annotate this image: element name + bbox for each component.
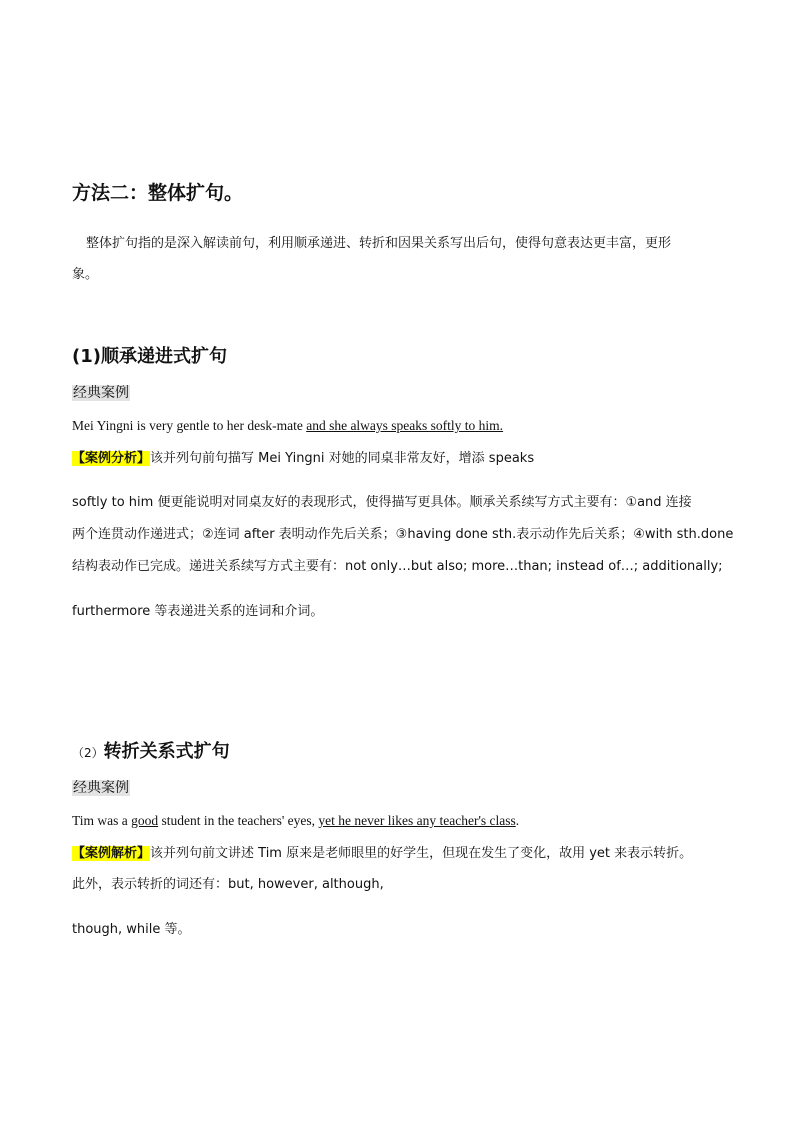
section2-title: 转折关系式扩句 (103, 741, 230, 762)
example2-part-a: Tim was a (72, 813, 132, 828)
analysis2-text-1: 该并列句前文讲述 Tim 原来是老师眼里的好学生，但现在发生了变化，故用 yet 来表示转折。 (150, 846, 693, 861)
section1-analysis-line-2: softly to him 便更能说明对同桌友好的表现形式，使得描写更具体。顺承关系续写方式主要有：①and 连接 (72, 495, 692, 510)
section1-analysis-line-5: furthermore 等表递进关系的连词和介词。 (72, 604, 324, 619)
example2-clause-underlined: yet he never likes any teacher's class (318, 813, 516, 828)
section2-analysis-line-3: though, while 等。 (72, 922, 191, 937)
analysis-text-1: 该并列句前句描写 Mei Yingni 对她的同桌非常友好，增添 speaks (150, 451, 535, 466)
section2-analysis-line-2: 此外，表示转折的词还有：but, however, although, (72, 877, 384, 892)
method2-heading: 方法二：整体扩句。 (72, 182, 244, 204)
section1-title: 顺承递进式扩句 (100, 346, 227, 367)
section2-number: （2） (72, 746, 104, 760)
section1-heading (72, 345, 227, 369)
classic-case-tag-2: 经典案例 (73, 780, 129, 796)
section2-example (72, 812, 519, 830)
section1-analysis-line-1 (72, 450, 534, 468)
section2-analysis-line-1 (72, 845, 692, 863)
section2-tag-line (72, 779, 130, 798)
example-clause-1: Mei Yingni is very gentle to her desk-mate (72, 418, 307, 433)
classic-case-tag: 经典案例 (73, 385, 129, 401)
example-clause-2-underlined: and she always speaks softly to him. (306, 418, 504, 433)
section1-number: (1) (72, 346, 101, 367)
section1-example (72, 417, 503, 435)
section1-analysis-line-4: 结构表动作已完成。递进关系续写方式主要有：not only…but also; more…than; instead of…; additionally; (72, 559, 723, 574)
case-explanation-tag: 【案例解析】 (72, 846, 151, 861)
section1-tag-line (72, 384, 130, 403)
intro-line-1: 整体扩句指的是深入解读前句，利用顺承递进、转折和因果关系写出后句，使得句意表达更丰富，更形 (86, 236, 672, 251)
section1-analysis-line-3: 两个连贯动作递进式；②连词 after 表明动作先后关系；③having done sth.表示动作先后关系；④with sth.done (72, 527, 734, 542)
example2-part-c: student in the teachers' eyes, (158, 813, 319, 828)
intro-line-2: 象。 (72, 267, 99, 282)
case-analysis-tag: 【案例分析】 (72, 451, 151, 466)
example2-period: . (515, 813, 520, 828)
example2-word-good-underlined: good (131, 813, 159, 828)
section2-heading (72, 740, 230, 765)
